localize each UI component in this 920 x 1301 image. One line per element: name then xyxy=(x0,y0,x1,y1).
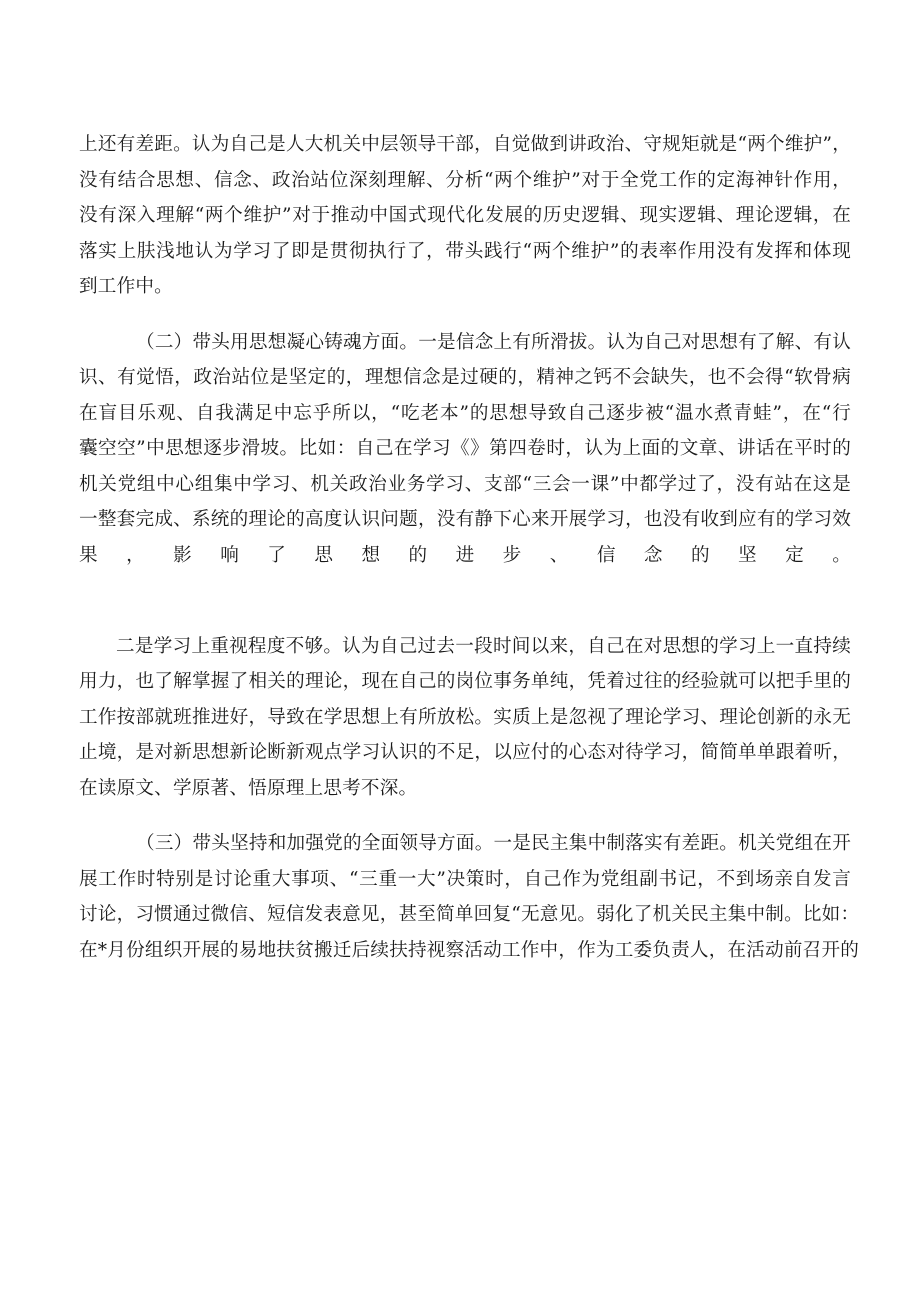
text-line: 在读原文、学原著、悟原理上思考不深。 xyxy=(79,777,418,799)
text-line xyxy=(79,573,851,609)
text-line: 在盲目乐观、自我满足中忘乎所以，“吃老本”的思想导致自己逐步被“温水煮青蛙”，在“行 xyxy=(79,402,851,424)
text-line: （三）带头坚持和加强党的全面领导方面。一是民主集中制落实有差距。机关党组在开 xyxy=(136,833,851,854)
text-line: 展工作时特别是讨论重大事项、“三重一大”决策时，自己作为党组副书记，不到场亲自发言 xyxy=(79,868,851,890)
text-line: 没有深入理解“两个维护”对于推动中国式现代化发展的历史逻辑、现实逻辑、理论逻辑，在 xyxy=(79,205,851,226)
paragraph-1 xyxy=(79,127,851,305)
text-line: 落实上肤浅地认为学习了即是贯彻执行了，带头践行“两个维护”的表率作用没有发挥和体现 xyxy=(79,240,851,262)
text-line: 讨论，习惯通过微信、短信发表意见，甚至简单回复“无意见。弱化了机关民主集中制。比如： xyxy=(79,904,860,925)
text-line: 上还有差距。认为自己是人大机关中层领导干部，自觉做到讲政治、守规矩就是“两个维护”， xyxy=(79,134,851,155)
text-line: 没有结合思想、信念、政治站位深刻理解、分析“两个维护”对于全党工作的定海神针作用， xyxy=(79,169,851,191)
text-line: 二是学习上重视程度不够。认为自己过去一段时间以来，自己在对思想的学习上一直持续 xyxy=(116,635,851,657)
paragraph-4 xyxy=(79,826,860,968)
text-line: （二）带头用思想凝心铸魂方面。一是信念上有所滑拔。认为自己对思想有了解、有认 xyxy=(136,331,851,353)
paragraph-2 xyxy=(79,325,851,609)
text-line: 止境，是对新思想新论断新观点学习认识的不足，以应付的心态对待学习，简简单单跟着听， xyxy=(79,742,851,763)
text-line: 一整套完成、系统的理论的高度认识问题，没有静下心来开展学习，也没有收到应有的学习效 xyxy=(79,509,851,530)
text-line: 囊空空”中思想逐步滑坡。比如：自己在学习《》第四卷时，认为上面的文章、讲话在平时的 xyxy=(79,438,851,459)
text-line: 用力，也了解掌握了相关的理论，现在自己的岗位事务单纯，凭着过往的经验就可以把手里的 xyxy=(79,671,851,692)
text-line: 工作按部就班推进好，导致在学思想上有所放松。实质上是忽视了理论学习、理论创新的永无 xyxy=(79,706,851,728)
paragraph-3 xyxy=(79,629,851,807)
document-body xyxy=(79,127,860,968)
text-line: 在*月份组织开展的易地扶贫搬迁后续扶持视察活动工作中，作为工委负责人，在活动前召开的 xyxy=(79,939,860,961)
text-line: 果，影响了思想的进步、信念的坚定。 xyxy=(79,544,851,566)
text-line: 识、有觉悟，政治站位是坚定的，理想信念是过硬的，精神之钙不会缺失，也不会得“软骨病 xyxy=(79,367,851,388)
text-line: 机关党组中心组集中学习、机关政治业务学习、支部“三会一课”中都学过了，没有站在这是 xyxy=(79,473,851,495)
text-line: 到工作中。 xyxy=(79,276,173,297)
